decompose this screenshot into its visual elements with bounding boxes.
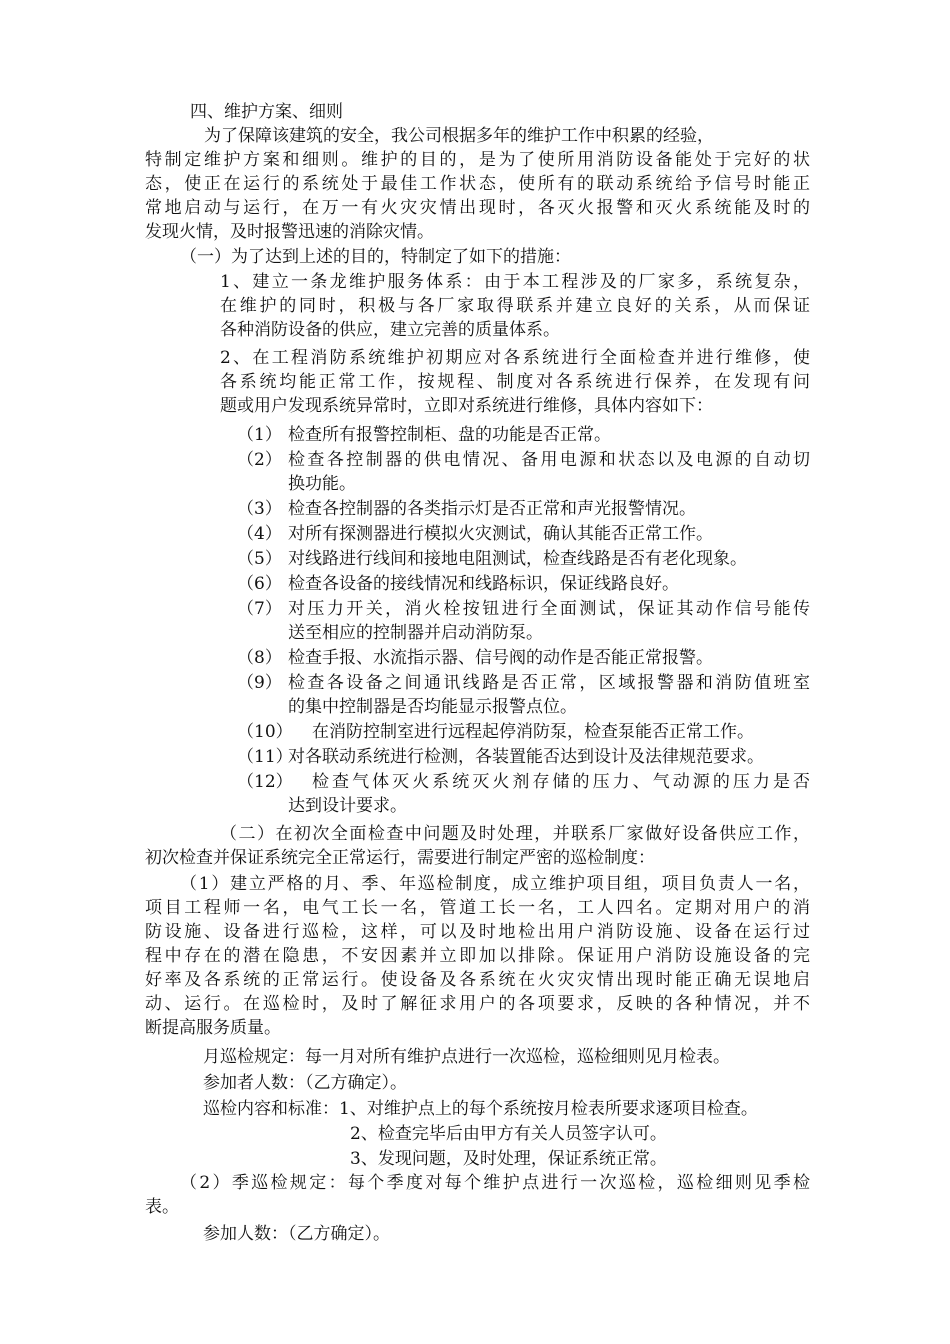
quarterly-line: 表。 — [145, 1197, 179, 1217]
monthly-rule: 月巡检规定：每一月对所有维护点进行一次巡检，巡检细则见月检表。 — [203, 1047, 730, 1067]
check-number: （7） — [237, 599, 282, 619]
intro-line: 特制定维护方案和细则。维护的目的，是为了使所用消防设备能处于完好的状 — [145, 150, 810, 170]
check-text: 对各联动系统进行检测，各装置能否达到设计及法律规范要求。 — [288, 747, 764, 767]
check-number: （12） — [237, 772, 293, 792]
inspection-line: 2、检查完毕后由甲方有关人员签字认可。 — [350, 1124, 667, 1144]
section2-line: （二）在初次全面检查中问题及时处理，并联系厂家做好设备供应工作， — [220, 824, 810, 844]
measure1-line: 各种消防设备的供应，建立完善的质量体系。 — [220, 320, 560, 340]
check-text: 检查各设备的接线情况和线路标识，保证线路良好。 — [288, 574, 679, 594]
check-text: 检查各控制器的供电情况、备用电源和状态以及电源的自动切 — [288, 450, 810, 470]
monthly-line: 项目工程师一名，电气工长一名，管道工长一名，工人四名。定期对用户的消 — [145, 898, 810, 918]
section-heading: 四、维护方案、细则 — [190, 102, 343, 122]
check-text: 换功能。 — [288, 474, 356, 494]
check-text: 检查各设备之间通讯线路是否正常，区域报警器和消防值班室 — [288, 673, 810, 693]
monthly-line: 动、运行。在巡检时，及时了解征求用户的各项要求，反映的各种情况，并不 — [145, 994, 810, 1014]
check-number: （11） — [237, 747, 293, 767]
check-number: （6） — [237, 574, 282, 594]
check-text: 检查气体灭火系统灭火剂存储的压力、气动源的压力是否 — [312, 772, 810, 792]
measure2-line: 题或用户发现系统异常时，立即对系统进行维修，具体内容如下： — [220, 396, 713, 416]
quarterly-people: 参加人数：（乙方确定）。 — [203, 1224, 390, 1244]
check-number: （2） — [237, 450, 282, 470]
inspection-line: 3、发现问题，及时处理，保证系统正常。 — [350, 1149, 667, 1169]
section2-line: 初次检查并保证系统完全正常运行，需要进行制定严密的巡检制度： — [145, 848, 655, 868]
monthly-line: 好率及各系统的正常运行。使设备及各系统在火灾灾情出现时能正确无误地启 — [145, 970, 810, 990]
quarterly-line: （2）季巡检规定：每个季度对每个维护点进行一次巡检，巡检细则见季检 — [180, 1173, 810, 1193]
intro-line: 态，使正在运行的系统处于最佳工作状态，使所有的联动系统给予信号时能正 — [145, 174, 810, 194]
intro-line: 为了保障该建筑的安全，我公司根据多年的维护工作中积累的经验， — [204, 126, 714, 146]
check-text: 送至相应的控制器并启动消防泵。 — [288, 623, 543, 643]
monthly-people: 参加者人数：（乙方确定）。 — [203, 1073, 407, 1093]
check-text: 对压力开关，消火栓按钮进行全面测试，保证其动作信号能传 — [288, 599, 810, 619]
measure2-line: 2、在工程消防系统维护初期应对各系统进行全面检查并进行维修，使 — [220, 348, 810, 368]
monthly-line: （1）建立严格的月、季、年巡检制度，成立维护项目组，项目负责人一名， — [180, 874, 810, 894]
check-text: 检查所有报警控制柜、盘的功能是否正常。 — [288, 425, 611, 445]
check-text: 对线路进行线间和接地电阻测试，检查线路是否有老化现象。 — [288, 549, 747, 569]
intro-line: 常地启动与运行，在万一有火灾灾情出现时，各灭火报警和灭火系统能及时的 — [145, 198, 810, 218]
measure2-line: 各系统均能正常工作，按规程、制度对各系统进行保养，在发现有问 — [220, 372, 810, 392]
section1-title: （一）为了达到上述的目的，特制定了如下的措施： — [180, 247, 571, 267]
monthly-line: 防设施、设备进行巡检，这样，可以及时地检出用户消防设施、设备在运行过 — [145, 922, 810, 942]
check-number: （8） — [237, 648, 282, 668]
check-text: 检查各控制器的各类指示灯是否正常和声光报警情况。 — [288, 499, 696, 519]
monthly-line: 程中存在的潜在隐患，不安因素并立即加以排除。保证用户消防设施设备的完 — [145, 946, 810, 966]
check-number: （9） — [237, 673, 282, 693]
measure1-line: 在维护的同时，积极与各厂家取得联系并建立良好的关系，从而保证 — [220, 296, 810, 316]
check-number: （1） — [237, 425, 282, 445]
measure1-line: 1、建立一条龙维护服务体系：由于本工程涉及的厂家多，系统复杂， — [220, 272, 810, 292]
check-number: （10） — [237, 722, 293, 742]
intro-line: 发现火情，及时报警迅速的消除灾情。 — [145, 222, 434, 242]
check-text: 检查手报、水流指示器、信号阀的动作是否能正常报警。 — [288, 648, 713, 668]
inspection-line: 巡检内容和标准：1、对维护点上的每个系统按月检表所要求逐项目检查。 — [203, 1099, 758, 1119]
check-number: （3） — [237, 499, 282, 519]
check-text: 的集中控制器是否均能显示报警点位。 — [288, 697, 577, 717]
check-text: 达到设计要求。 — [288, 796, 407, 816]
check-text: 在消防控制室进行远程起停消防泵，检查泵能否正常工作。 — [312, 722, 754, 742]
check-text: 对所有探测器进行模拟火灾测试，确认其能否正常工作。 — [288, 524, 713, 544]
monthly-line: 断提高服务质量。 — [145, 1018, 281, 1038]
check-number: （4） — [237, 524, 282, 544]
check-number: （5） — [237, 549, 282, 569]
